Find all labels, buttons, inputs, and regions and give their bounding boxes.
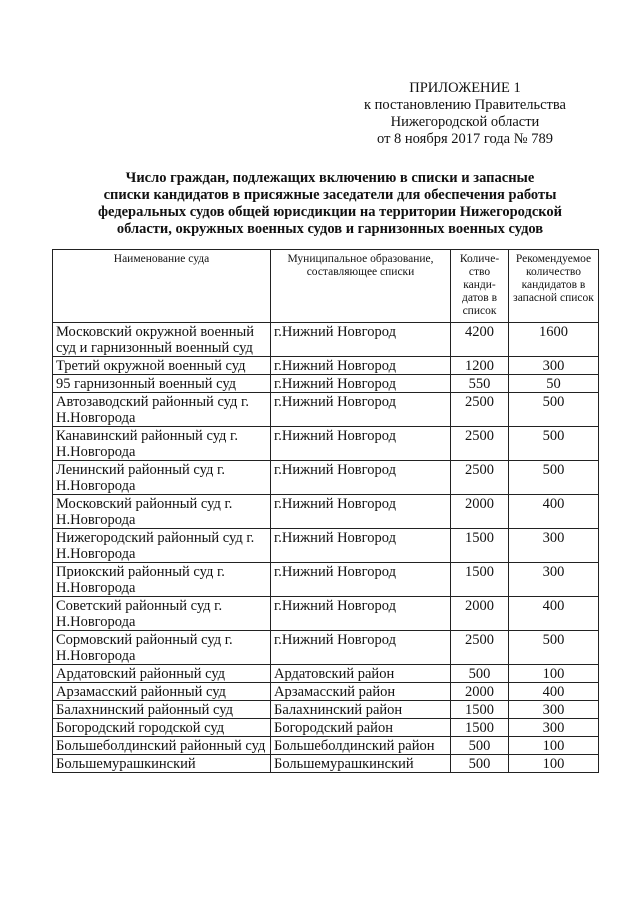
municipality-cell: Ардатовский район (271, 665, 451, 683)
table-row (53, 375, 599, 393)
table-row (53, 755, 599, 773)
reserve-count-cell: 500 (509, 427, 599, 461)
table-row (53, 323, 599, 357)
candidate-count-cell: 1500 (451, 563, 509, 597)
table-row (53, 719, 599, 737)
court-name-cell: Арзамасский районный суд (53, 683, 271, 701)
header-court-name: Наименование суда (53, 250, 271, 323)
table-row (53, 631, 599, 665)
resolution-date: от 8 ноября 2017 года № 789 (377, 131, 553, 147)
table-row (53, 357, 599, 375)
table-row (53, 529, 599, 563)
reserve-count-cell: 100 (509, 755, 599, 773)
table-row (53, 563, 599, 597)
court-name-cell: Ленинский районный суд г. Н.Новгорода (53, 461, 271, 495)
municipality-cell: Балахнинский район (271, 701, 451, 719)
reserve-count-cell: 500 (509, 393, 599, 427)
reserve-count-cell: 300 (509, 563, 599, 597)
court-name-cell: Ардатовский районный суд (53, 665, 271, 683)
table-row (53, 597, 599, 631)
resolution-reference: к постановлению Правительства (364, 97, 566, 113)
table-row (53, 683, 599, 701)
title-line-2: списки кандидатов в присяжные заседатели для обеспечения работы (103, 187, 557, 203)
appendix-header (330, 80, 600, 148)
header-municipality: Муниципальное образование, составляющее списки (271, 250, 451, 323)
candidate-count-cell: 2000 (451, 683, 509, 701)
title-line-1: Число граждан, подлежащих включению в списки и запасные (125, 170, 535, 186)
court-name-cell: Сормовский районный суд г. Н.Новгорода (53, 631, 271, 665)
municipality-cell: Большемурашкинский (271, 755, 451, 773)
reserve-count-cell: 300 (509, 357, 599, 375)
reserve-count-cell: 300 (509, 719, 599, 737)
candidate-count-cell: 2500 (451, 631, 509, 665)
candidate-count-cell: 2500 (451, 427, 509, 461)
court-name-cell: Большемурашкинский (53, 755, 271, 773)
appendix-label: ПРИЛОЖЕНИЕ 1 (409, 80, 521, 96)
candidate-count-cell: 2000 (451, 495, 509, 529)
reserve-count-cell: 400 (509, 495, 599, 529)
court-name-cell: Советский районный суд г. Н.Новгорода (53, 597, 271, 631)
municipality-cell: г.Нижний Новгород (271, 631, 451, 665)
reserve-count-cell: 1600 (509, 323, 599, 357)
court-name-cell: Автозаводский районный суд г. Н.Новгорода (53, 393, 271, 427)
reserve-count-cell: 500 (509, 461, 599, 495)
municipality-cell: г.Нижний Новгород (271, 427, 451, 461)
court-name-cell: Приокский районный суд г. Н.Новгорода (53, 563, 271, 597)
candidate-count-cell: 2500 (451, 393, 509, 427)
municipality-cell: Богородский район (271, 719, 451, 737)
municipality-cell: Большеболдинский район (271, 737, 451, 755)
table-row (53, 495, 599, 529)
court-name-cell: Третий окружной военный суд (53, 357, 271, 375)
table-row (53, 427, 599, 461)
table-row (53, 665, 599, 683)
court-name-cell: Канавинский районный суд г. Н.Новгорода (53, 427, 271, 461)
court-name-cell: Нижегородский районный суд г. Н.Новгорода (53, 529, 271, 563)
municipality-cell: г.Нижний Новгород (271, 323, 451, 357)
court-name-cell: Богородский городской суд (53, 719, 271, 737)
reserve-count-cell: 300 (509, 701, 599, 719)
reserve-count-cell: 50 (509, 375, 599, 393)
municipality-cell: г.Нижний Новгород (271, 563, 451, 597)
municipality-cell: г.Нижний Новгород (271, 529, 451, 563)
reserve-count-cell: 100 (509, 665, 599, 683)
reserve-count-cell: 300 (509, 529, 599, 563)
candidate-count-cell: 500 (451, 665, 509, 683)
title-line-4: области, окружных военных судов и гарнизонных военных судов (116, 221, 544, 237)
candidate-count-cell: 1500 (451, 701, 509, 719)
municipality-cell: Арзамасский район (271, 683, 451, 701)
table-row (53, 461, 599, 495)
municipality-cell: г.Нижний Новгород (271, 357, 451, 375)
reserve-count-cell: 100 (509, 737, 599, 755)
document-title (60, 170, 600, 238)
court-name-cell: Московский районный суд г. Н.Новгорода (53, 495, 271, 529)
title-line-3: федеральных судов общей юрисдикции на территории Нижегородской (97, 204, 563, 220)
court-name-cell: Московский окружной военный суд и гарнизонный военный суд (53, 323, 271, 357)
reserve-count-cell: 500 (509, 631, 599, 665)
reserve-count-cell: 400 (509, 683, 599, 701)
candidate-count-cell: 500 (451, 737, 509, 755)
municipality-cell: г.Нижний Новгород (271, 375, 451, 393)
municipality-cell: г.Нижний Новгород (271, 495, 451, 529)
candidate-count-cell: 2000 (451, 597, 509, 631)
candidate-count-cell: 4200 (451, 323, 509, 357)
courts-table (52, 249, 599, 773)
header-candidate-count: Количе-ство канди-датов в список (451, 250, 509, 323)
candidate-count-cell: 1500 (451, 529, 509, 563)
municipality-cell: г.Нижний Новгород (271, 461, 451, 495)
municipality-cell: г.Нижний Новгород (271, 393, 451, 427)
table-row (53, 393, 599, 427)
candidate-count-cell: 2500 (451, 461, 509, 495)
court-name-cell: Большеболдинский районный суд (53, 737, 271, 755)
court-name-cell: 95 гарнизонный военный суд (53, 375, 271, 393)
table-row (53, 737, 599, 755)
court-name-cell: Балахнинский районный суд (53, 701, 271, 719)
region-name: Нижегородской области (390, 114, 540, 130)
candidate-count-cell: 500 (451, 755, 509, 773)
candidate-count-cell: 1200 (451, 357, 509, 375)
table-header-row (53, 250, 599, 323)
candidate-count-cell: 1500 (451, 719, 509, 737)
municipality-cell: г.Нижний Новгород (271, 597, 451, 631)
candidate-count-cell: 550 (451, 375, 509, 393)
table-row (53, 701, 599, 719)
reserve-count-cell: 400 (509, 597, 599, 631)
header-reserve-count: Рекомендуемое количество кандидатов в запасной список (509, 250, 599, 323)
